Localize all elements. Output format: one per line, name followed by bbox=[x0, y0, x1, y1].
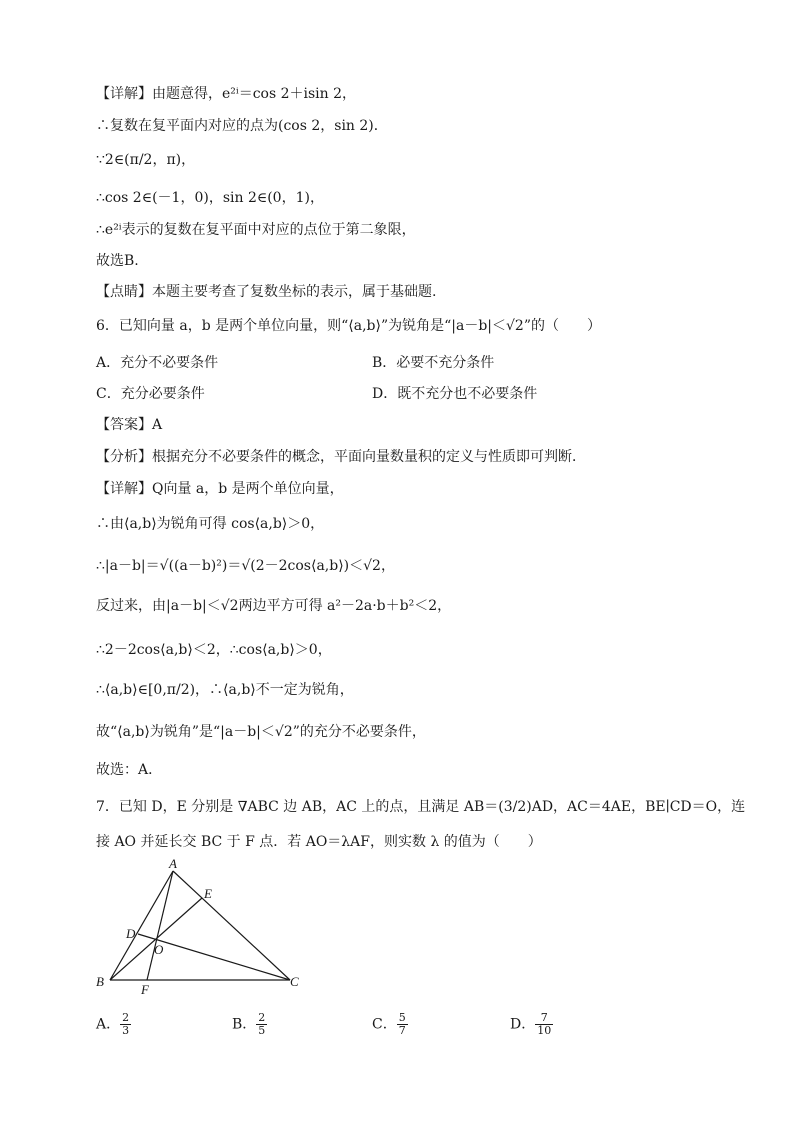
label-e: E bbox=[204, 886, 212, 901]
label-b: B bbox=[96, 974, 104, 989]
text-line: ∴|a－b|＝√((a－b)²)＝√(2－2cos⟨a,b⟩)＜√2， bbox=[96, 558, 395, 574]
option-b[interactable]: B．必要不充分条件 bbox=[372, 355, 495, 371]
option-a-prefix: A． bbox=[96, 1016, 121, 1033]
text-line: ∴由⟨a,b⟩为锐角可得 cos⟨a,b⟩＞0， bbox=[96, 516, 325, 532]
text-line: ∴2－2cos⟨a,b⟩＜2，∴cos⟨a,b⟩＞0， bbox=[96, 642, 332, 658]
analysis-line: 【分析】根据充分不必要条件的概念，平面向量数量积的定义与性质即可判断． bbox=[96, 449, 586, 465]
label-f: F bbox=[141, 982, 149, 997]
label-c: C bbox=[290, 974, 299, 989]
text-line: 故选：A． bbox=[96, 762, 163, 778]
option-a[interactable]: A．充分不必要条件 bbox=[96, 355, 219, 371]
text-line: 反过来，由|a－b|＜√2两边平方可得 a²－2a·b＋b²＜2， bbox=[96, 598, 452, 614]
option-c[interactable]: C．充分必要条件 bbox=[96, 386, 205, 402]
option-b-prefix: B． bbox=[232, 1016, 257, 1033]
text-line: 【详解】Q向量 a，b 是两个单位向量， bbox=[96, 481, 344, 497]
question-stem: 6．已知向量 a，b 是两个单位向量，则“⟨a,b⟩”为锐角是“|a－b|＜√2”的（ ） bbox=[96, 318, 601, 334]
question-stem: 7．已知 D，E 分别是 ∇ABC 边 AB，AC 上的点，且满足 AB＝(3/2)AD，AC＝4AE，BE∣CD＝O，连 bbox=[96, 799, 746, 815]
text-line: ∴⟨a,b⟩∈[0,π/2)，∴⟨a,b⟩不一定为锐角， bbox=[96, 682, 354, 698]
segment-ac bbox=[173, 871, 290, 980]
text-line: 故“⟨a,b⟩为锐角”是“|a－b|＜√2”的充分不必要条件， bbox=[96, 724, 426, 740]
text-line: 故选B. bbox=[96, 253, 139, 269]
text-line: 【点睛】本题主要考查了复数坐标的表示，属于基础题. bbox=[96, 284, 437, 300]
segment-ab bbox=[110, 871, 173, 980]
text-line: ∴复数在复平面内对应的点为(cos 2，sin 2)． bbox=[96, 118, 388, 134]
option-d[interactable] bbox=[510, 1012, 553, 1037]
label-a: A bbox=[169, 858, 177, 871]
label-o: O bbox=[154, 942, 164, 957]
option-b[interactable] bbox=[232, 1012, 267, 1037]
text-line: ∴cos 2∈(－1，0)，sin 2∈(0，1)， bbox=[96, 190, 324, 206]
segment-cd bbox=[138, 934, 290, 980]
segment-af bbox=[147, 871, 173, 980]
label-d: D bbox=[126, 926, 136, 941]
option-a-fraction: $\frac{2}{3}$ bbox=[122, 1011, 130, 1037]
answer-line: 【答案】A bbox=[96, 417, 163, 433]
option-c-fraction: $\frac{5}{7}$ bbox=[398, 1011, 406, 1037]
option-a[interactable] bbox=[96, 1012, 131, 1037]
triangle-figure bbox=[92, 858, 312, 998]
option-c[interactable] bbox=[372, 1012, 408, 1037]
text-line: 【详解】由题意得，e²ⁱ＝cos 2＋isin 2， bbox=[96, 86, 357, 102]
option-c-prefix: C． bbox=[372, 1016, 397, 1033]
option-d[interactable]: D．既不充分也不必要条件 bbox=[372, 386, 538, 402]
option-d-fraction: $\frac{7}{10}$ bbox=[537, 1011, 552, 1037]
text-line: ∴e²ⁱ表示的复数在复平面中对应的点位于第二象限， bbox=[96, 222, 416, 238]
text-line: ∵2∈(π/2，π)， bbox=[96, 152, 196, 168]
option-d-prefix: D． bbox=[510, 1016, 536, 1033]
question-stem-cont: 接 AO 并延长交 BC 于 F 点．若 AO＝λAF，则实数 λ 的值为（ ） bbox=[96, 834, 542, 850]
option-b-fraction: $\frac{2}{5}$ bbox=[258, 1011, 266, 1037]
